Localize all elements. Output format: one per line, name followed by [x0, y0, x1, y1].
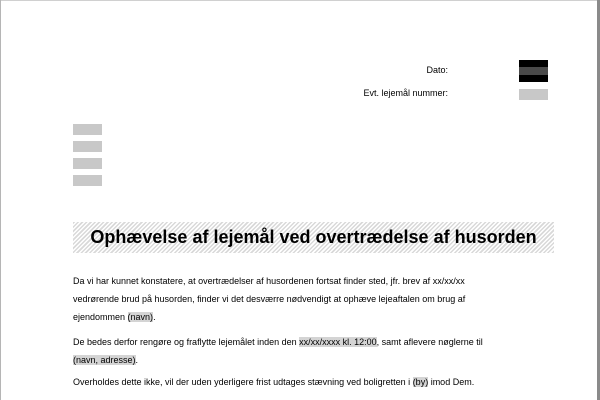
document-title-band: [73, 222, 554, 253]
text-run: imod Dem.: [428, 377, 475, 387]
lease-number-label: Evt. lejemål nummer:: [363, 88, 448, 98]
window-left-edge: [0, 0, 1, 400]
placeholder-field-name-address[interactable]: (navn, adresse): [73, 355, 136, 365]
text-run: ejendommen: [73, 312, 128, 322]
paragraph-line: [73, 308, 553, 326]
date-field-bar: [519, 67, 548, 75]
date-label: Dato:: [426, 65, 448, 75]
paragraph-line: vedrørende brud på husorden, finder vi det desværre nødvendigt at ophæve lejeaftalen om brug af: [73, 294, 466, 304]
paragraph-line: [73, 333, 553, 351]
paragraph-vacate: [73, 333, 553, 369]
document-title: Ophævelse af lejemål ved overtrædelse af husorden: [90, 227, 537, 247]
address-field-line-1[interactable]: [73, 124, 102, 135]
paragraph-notice: [73, 272, 553, 326]
text-run: De bedes derfor rengøre og fraflytte lejemålet inden den: [73, 337, 300, 347]
date-field[interactable]: [519, 60, 548, 82]
text-run: , samt aflevere nøglerne til: [376, 337, 483, 347]
window-top-edge: [0, 0, 600, 1]
address-field-line-2[interactable]: [73, 141, 102, 152]
paragraph-legal: [73, 373, 553, 391]
placeholder-field-city[interactable]: (by): [412, 377, 429, 387]
paragraph-line: [73, 373, 553, 391]
paragraph-line: Da vi har kunnet konstatere, at overtrædelser af husordenen fortsat finder sted, jfr. brev af xx/xx/xx: [73, 276, 465, 286]
placeholder-field-deadline[interactable]: xx/xx/xxxx kl. 12:00: [299, 337, 377, 347]
text-run: .: [153, 312, 156, 322]
text-run: .: [135, 355, 139, 365]
address-field-line-3[interactable]: [73, 158, 102, 169]
text-run: Overholdes dette ikke, vil der uden yderligere frist udtages stævning ved boligretten i: [73, 377, 413, 387]
lease-number-field[interactable]: [519, 89, 548, 100]
paragraph-line: [73, 351, 553, 369]
placeholder-field-name[interactable]: (navn): [127, 312, 154, 322]
address-field-line-4[interactable]: [73, 175, 102, 186]
